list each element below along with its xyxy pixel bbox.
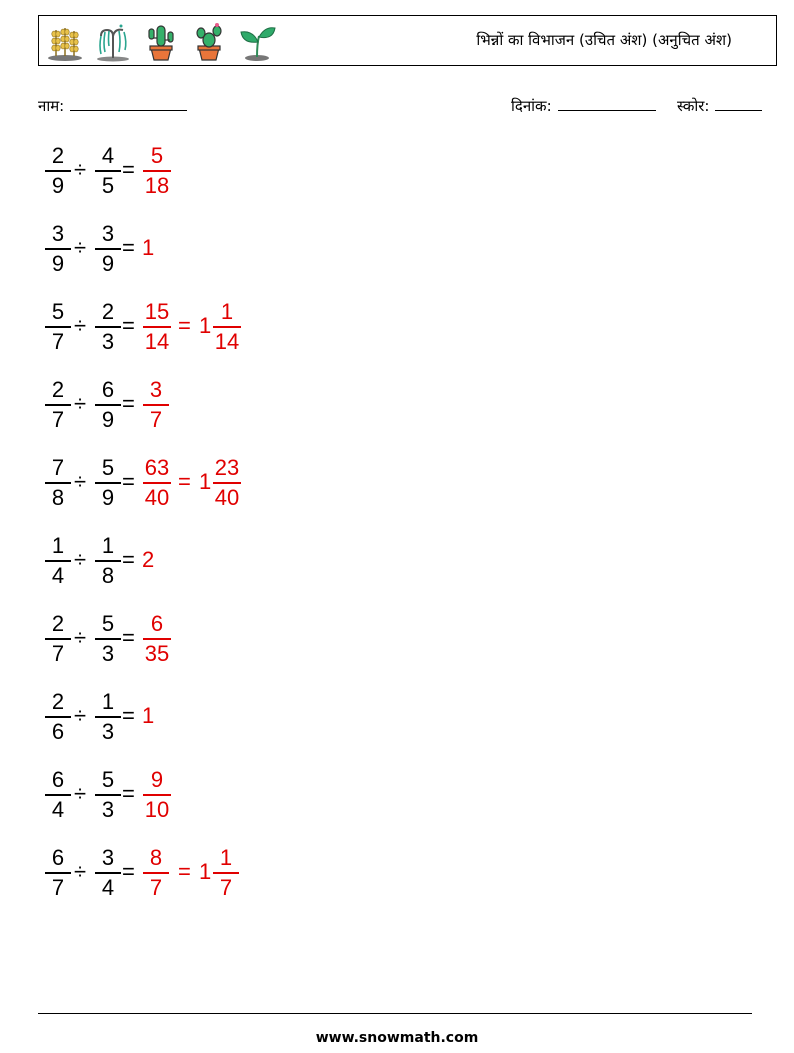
dividend-fraction-bar: [45, 404, 71, 406]
divisor-fraction-denominator: 3: [101, 640, 115, 666]
dividend-fraction-bar: [45, 716, 71, 718]
dividend-fraction-numerator: 7: [51, 455, 65, 480]
answer-fraction: [142, 143, 172, 199]
dividend-fraction: [44, 767, 72, 823]
answer-fraction-numerator: 63: [144, 455, 170, 480]
answer-fraction-numerator: 6: [150, 611, 164, 636]
mixed-whole: 1: [199, 859, 212, 884]
divisor-fraction: [94, 377, 122, 433]
answer-fraction-bar: [143, 872, 169, 874]
equals-sign: =: [122, 469, 135, 494]
dividend-fraction-numerator: 2: [51, 143, 65, 168]
divisor-fraction-denominator: 3: [101, 796, 115, 822]
footer-divider: [38, 1013, 752, 1014]
answer-fraction: [142, 299, 172, 355]
divide-sign: ÷: [74, 859, 87, 884]
divisor-fraction-denominator: 3: [101, 328, 115, 354]
divisor-fraction: [94, 689, 122, 745]
footer-url: www.snowmath.com: [315, 1030, 479, 1046]
dividend-fraction-bar: [45, 482, 71, 484]
divide-sign: ÷: [74, 781, 87, 806]
divisor-fraction: [94, 299, 122, 355]
name-blank[interactable]: [70, 95, 187, 111]
divisor-fraction-numerator: 5: [101, 455, 115, 480]
mixed-whole: 1: [199, 313, 212, 338]
divisor-fraction-bar: [95, 248, 121, 250]
divisor-fraction-numerator: 2: [101, 299, 115, 324]
answer-fraction-bar: [143, 794, 171, 796]
divide-sign: ÷: [74, 547, 87, 572]
answer-fraction-denominator: 7: [149, 406, 163, 432]
answer-fraction: [142, 767, 172, 823]
mixed-fraction-denominator: 40: [214, 484, 240, 510]
divisor-fraction-denominator: 5: [101, 172, 115, 198]
equals-sign: =: [122, 235, 135, 260]
sprout-icon: [237, 22, 277, 62]
divisor-fraction-denominator: 4: [101, 874, 115, 900]
mixed-fraction: [212, 299, 242, 355]
date-label: दिनांक:: [511, 97, 552, 115]
equals-sign: =: [122, 781, 135, 806]
answer-fraction-denominator: 14: [144, 328, 170, 354]
answer-fraction: [142, 377, 170, 433]
divisor-fraction-bar: [95, 482, 121, 484]
dividend-fraction-numerator: 3: [51, 221, 65, 246]
answer-fraction-numerator: 9: [150, 767, 164, 792]
dividend-fraction-denominator: 9: [51, 250, 65, 276]
dividend-fraction: [44, 377, 72, 433]
divisor-fraction-bar: [95, 872, 121, 874]
dividend-fraction-numerator: 6: [51, 767, 65, 792]
divisor-fraction: [94, 221, 122, 277]
answer-fraction: [142, 611, 172, 667]
dividend-fraction: [44, 611, 72, 667]
dividend-fraction-denominator: 7: [51, 406, 65, 432]
score-field: [677, 95, 762, 116]
divisor-fraction-bar: [95, 404, 121, 406]
divisor-fraction-bar: [95, 716, 121, 718]
divisor-fraction-numerator: 3: [101, 845, 115, 870]
wheat-icon: [45, 22, 85, 62]
dividend-fraction-bar: [45, 170, 71, 172]
answer-whole: 1: [142, 235, 155, 260]
dividend-fraction-numerator: 5: [51, 299, 65, 324]
mixed-fraction: [212, 845, 240, 901]
mixed-equals-sign: =: [178, 469, 191, 494]
dividend-fraction: [44, 689, 72, 745]
header-icons: [45, 22, 277, 62]
name-label: नाम:: [38, 97, 65, 115]
answer-fraction: [142, 845, 170, 901]
dividend-fraction: [44, 221, 72, 277]
divisor-fraction-bar: [95, 794, 121, 796]
worksheet-header: [38, 15, 777, 66]
dividend-fraction: [44, 455, 72, 511]
dividend-fraction-denominator: 7: [51, 640, 65, 666]
divisor-fraction-numerator: 5: [101, 767, 115, 792]
dividend-fraction-denominator: 6: [51, 718, 65, 744]
divisor-fraction: [94, 455, 122, 511]
divisor-fraction: [94, 611, 122, 667]
divisor-fraction-denominator: 9: [101, 484, 115, 510]
divide-sign: ÷: [74, 157, 87, 182]
equals-sign: =: [122, 313, 135, 338]
dividend-fraction-denominator: 4: [51, 796, 65, 822]
equals-sign: =: [122, 859, 135, 884]
answer-fraction-denominator: 18: [144, 172, 170, 198]
divide-sign: ÷: [74, 391, 87, 416]
answer-fraction-numerator: 15: [144, 299, 170, 324]
divisor-fraction: [94, 533, 122, 589]
divisor-fraction: [94, 143, 122, 199]
dividend-fraction-bar: [45, 326, 71, 328]
dividend-fraction-numerator: 2: [51, 689, 65, 714]
mixed-fraction-denominator: 14: [214, 328, 240, 354]
divisor-fraction: [94, 845, 122, 901]
dividend-fraction-bar: [45, 872, 71, 874]
answer-fraction-numerator: 5: [150, 143, 164, 168]
answer-fraction-bar: [143, 638, 171, 640]
mixed-fraction-bar: [213, 326, 241, 328]
divide-sign: ÷: [74, 625, 87, 650]
dividend-fraction-numerator: 2: [51, 611, 65, 636]
answer-whole: 1: [142, 703, 155, 728]
score-blank[interactable]: [715, 95, 762, 111]
date-field: [511, 95, 656, 116]
answer-fraction-bar: [143, 404, 169, 406]
equals-sign: =: [122, 703, 135, 728]
equals-sign: =: [122, 391, 135, 416]
divisor-fraction-bar: [95, 560, 121, 562]
dividend-fraction-denominator: 4: [51, 562, 65, 588]
answer-fraction-denominator: 10: [144, 796, 170, 822]
date-blank[interactable]: [558, 95, 656, 111]
dividend-fraction: [44, 533, 72, 589]
divisor-fraction-denominator: 3: [101, 718, 115, 744]
cactus-pot-icon: [141, 22, 181, 62]
divide-sign: ÷: [74, 469, 87, 494]
answer-fraction-numerator: 8: [149, 845, 163, 870]
divisor-fraction-numerator: 4: [101, 143, 115, 168]
mixed-whole: 1: [199, 469, 212, 494]
dividend-fraction-denominator: 7: [51, 874, 65, 900]
divisor-fraction-numerator: 5: [101, 611, 115, 636]
dividend-fraction-denominator: 9: [51, 172, 65, 198]
dividend-fraction: [44, 299, 72, 355]
answer-fraction: [142, 455, 172, 511]
dividend-fraction-bar: [45, 794, 71, 796]
equals-sign: =: [122, 157, 135, 182]
mixed-fraction-denominator: 7: [219, 874, 233, 900]
dividend-fraction-bar: [45, 560, 71, 562]
divisor-fraction-numerator: 6: [101, 377, 115, 402]
dividend-fraction-numerator: 1: [51, 533, 65, 558]
equals-sign: =: [122, 547, 135, 572]
dividend-fraction-numerator: 2: [51, 377, 65, 402]
mixed-fraction-bar: [213, 872, 239, 874]
dividend-fraction-bar: [45, 248, 71, 250]
dividend-fraction-denominator: 8: [51, 484, 65, 510]
divisor-fraction-numerator: 3: [101, 221, 115, 246]
answer-fraction-bar: [143, 326, 171, 328]
name-field: [38, 95, 187, 116]
answer-fraction-numerator: 3: [149, 377, 163, 402]
divide-sign: ÷: [74, 703, 87, 728]
divisor-fraction-bar: [95, 170, 121, 172]
mixed-fraction-bar: [213, 482, 241, 484]
divide-sign: ÷: [74, 235, 87, 260]
answer-fraction-denominator: 40: [144, 484, 170, 510]
dividend-fraction-numerator: 6: [51, 845, 65, 870]
mixed-fraction-numerator: 1: [220, 299, 234, 324]
score-label: स्कोर:: [677, 97, 710, 115]
dividend-fraction-denominator: 7: [51, 328, 65, 354]
dividend-fraction: [44, 845, 72, 901]
answer-fraction-denominator: 7: [149, 874, 163, 900]
willow-tree-icon: [93, 22, 133, 62]
divisor-fraction-denominator: 8: [101, 562, 115, 588]
mixed-fraction: [212, 455, 242, 511]
dividend-fraction-bar: [45, 638, 71, 640]
divisor-fraction-denominator: 9: [101, 406, 115, 432]
divisor-fraction-bar: [95, 326, 121, 328]
answer-whole: 2: [142, 547, 155, 572]
divide-sign: ÷: [74, 313, 87, 338]
worksheet-title: भिन्नों का विभाजन (उचित अंश) (अनुचित अंश): [476, 31, 732, 49]
divisor-fraction-numerator: 1: [101, 689, 115, 714]
mixed-equals-sign: =: [178, 859, 191, 884]
answer-fraction-denominator: 35: [144, 640, 170, 666]
divisor-fraction-numerator: 1: [101, 533, 115, 558]
dividend-fraction: [44, 143, 72, 199]
mixed-fraction-numerator: 23: [214, 455, 240, 480]
divisor-fraction-denominator: 9: [101, 250, 115, 276]
equals-sign: =: [122, 625, 135, 650]
cactus-pot-2-icon: [189, 22, 229, 62]
answer-fraction-bar: [143, 482, 171, 484]
mixed-fraction-numerator: 1: [219, 845, 233, 870]
answer-fraction-bar: [143, 170, 171, 172]
divisor-fraction: [94, 767, 122, 823]
divisor-fraction-bar: [95, 638, 121, 640]
mixed-equals-sign: =: [178, 313, 191, 338]
